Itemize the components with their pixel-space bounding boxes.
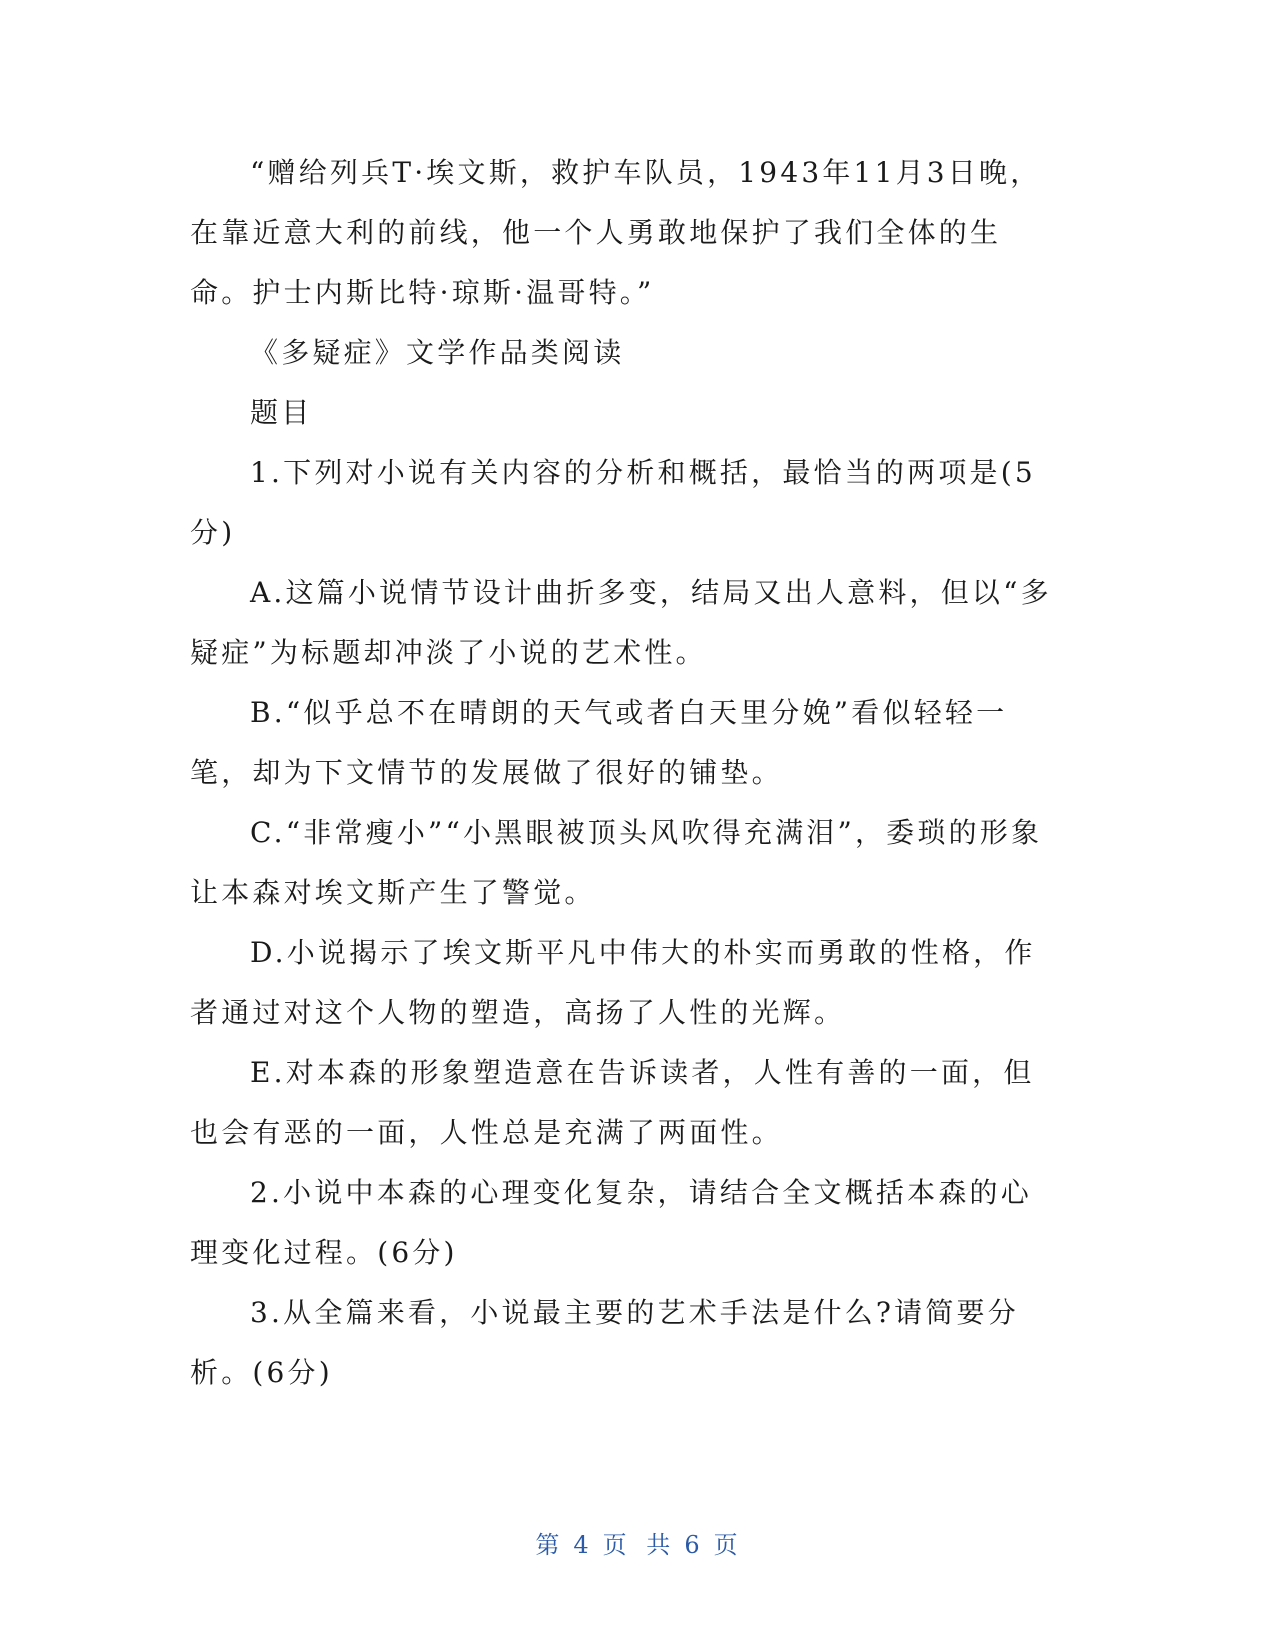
- question-2: 2.小说中本森的心理变化复杂，请结合全文概括本森的心理变化过程。(6分): [190, 1176, 1032, 1269]
- footer-mid: 页 共: [602, 1531, 673, 1559]
- footer-total-pages: 6: [684, 1531, 702, 1559]
- footer-suffix: 页: [713, 1531, 740, 1559]
- option-b: B.“似乎总不在晴朗的天气或者白天里分娩”看似轻轻一笔，却为下文情节的发展做了很好的铺垫。: [190, 696, 1008, 789]
- option-d: D.小说揭示了埃文斯平凡中伟大的朴实而勇敢的性格，作者通过对这个人物的塑造，高扬了人性的光辉。: [190, 936, 1036, 1029]
- footer-current-page: 4: [573, 1531, 591, 1559]
- quote-paragraph: “赠给列兵T·埃文斯，救护车队员，1943年11月3日晚，在靠近意大利的前线，他一个人勇敢地保护了我们全体的生命。护士内斯比特·琼斯·温哥特。”: [190, 156, 1042, 309]
- option-a: A.这篇小说情节设计曲折多变，结局又出人意料，但以“多疑症”为标题却冲淡了小说的艺术性。: [190, 576, 1052, 669]
- option-e: E.对本森的形象塑造意在告诉读者，人性有善的一面，但也会有恶的一面，人性总是充满了两面性。: [190, 1056, 1035, 1149]
- questions-heading: 题目: [250, 396, 313, 429]
- question-3: 3.从全篇来看，小说最主要的艺术手法是什么?请简要分析。(6分): [190, 1296, 1019, 1389]
- footer-prefix: 第: [535, 1531, 562, 1559]
- page-number-footer: [0, 1525, 1275, 1560]
- option-c: C.“非常瘦小”“小黑眼被顶头风吹得充满泪”，委琐的形象让本森对埃文斯产生了警觉。: [190, 816, 1043, 909]
- section-title: 《多疑症》文学作品类阅读: [250, 336, 625, 369]
- question-1: 1.下列对小说有关内容的分析和概括，最恰当的两项是(5分): [190, 456, 1036, 549]
- document-body: [190, 143, 1060, 1403]
